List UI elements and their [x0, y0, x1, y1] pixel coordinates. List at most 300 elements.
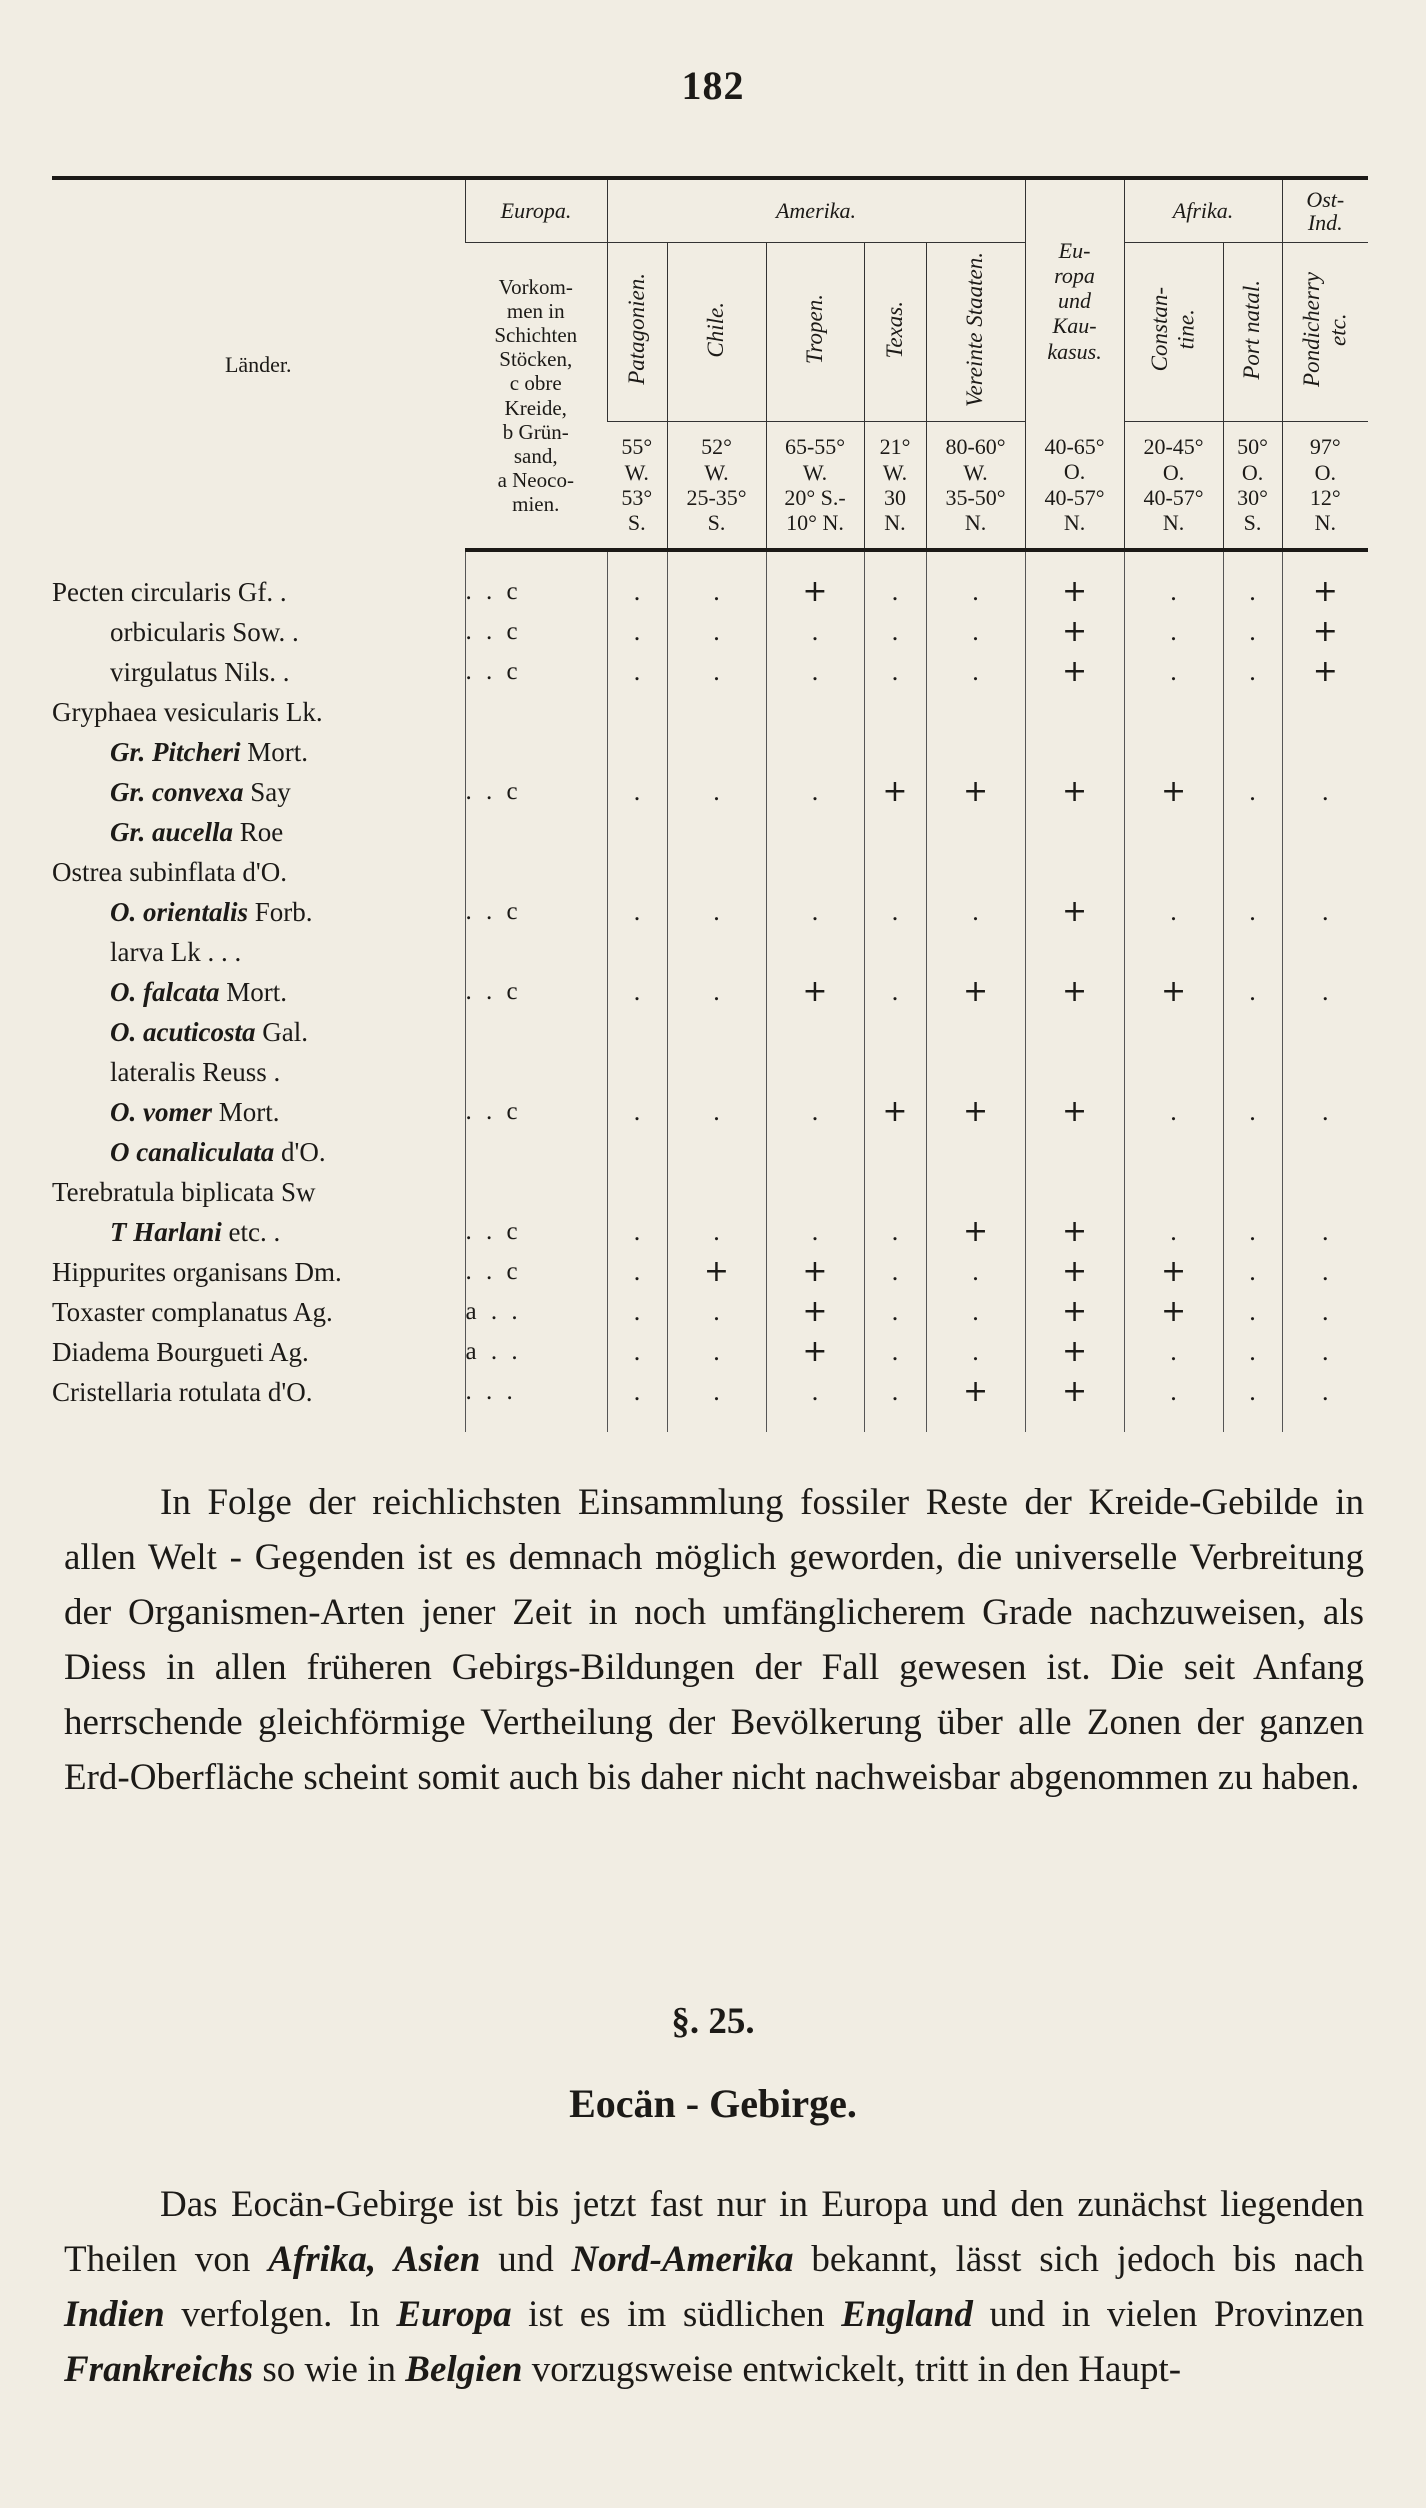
- header-afrika: Afrika.: [1124, 178, 1282, 243]
- fossil-distribution-table: [52, 176, 1368, 1432]
- absence-dot: [766, 812, 864, 852]
- occurrence-cell: [465, 692, 607, 732]
- absence-dot: .: [1282, 1092, 1368, 1132]
- absence-dot: [667, 1012, 766, 1052]
- species-name: Pecten circularis Gf. .: [52, 577, 287, 607]
- presence-mark: +: [864, 1092, 926, 1132]
- presence-mark: +: [926, 972, 1025, 1012]
- presence-mark: +: [1282, 652, 1368, 692]
- table-row: [52, 892, 1368, 932]
- occurrence-cell: [465, 732, 607, 772]
- absence-dot: [667, 852, 766, 892]
- text-run: [376, 2239, 394, 2280]
- paragraph-kreide: [64, 1475, 1364, 1805]
- species-name: Gr. aucella Roe: [110, 817, 284, 847]
- header-vorkommen: Vorkom- men in Schichten Stöcken, c obre Kreide, b Grün- sand, a Neoco- mien.: [465, 243, 607, 551]
- species-name-italic: O. falcata: [110, 977, 220, 1007]
- absence-dot: [926, 852, 1025, 892]
- header-pondicherry: Pondicherry etc.: [1298, 271, 1351, 387]
- absence-dot: .: [667, 772, 766, 812]
- place-belgien: Belgien: [405, 2349, 523, 2390]
- absence-dot: [1223, 1052, 1282, 1092]
- header-tropen: Tropen.: [801, 294, 827, 365]
- text-run: so wie in: [253, 2349, 406, 2390]
- occurrence-cell: . . c: [465, 612, 607, 652]
- table-row: [52, 932, 1368, 972]
- species-name-italic: O canaliculata: [110, 1137, 275, 1167]
- presence-mark: +: [1025, 1212, 1124, 1252]
- absence-dot: .: [1282, 1372, 1368, 1412]
- presence-mark: +: [1282, 572, 1368, 612]
- coord-europa-kaukasus: 40-65° O. 40-57° N.: [1025, 422, 1124, 551]
- absence-dot: .: [607, 1332, 667, 1372]
- absence-dot: [1025, 1052, 1124, 1092]
- species-name: Gryphaea vesicularis Lk.: [52, 697, 323, 727]
- absence-dot: .: [1223, 1092, 1282, 1132]
- presence-mark: +: [1025, 1372, 1124, 1412]
- species-name: O. vomer Mort.: [110, 1097, 280, 1127]
- absence-dot: .: [864, 1332, 926, 1372]
- absence-dot: .: [607, 1292, 667, 1332]
- absence-dot: .: [926, 1252, 1025, 1292]
- presence-mark: +: [926, 1092, 1025, 1132]
- text-run: bekannt, lässt sich jedoch bis nach: [793, 2239, 1364, 2280]
- absence-dot: [607, 732, 667, 772]
- absence-dot: [926, 1012, 1025, 1052]
- presence-mark: +: [1124, 1252, 1223, 1292]
- species-name: virgulatus Nils. .: [110, 657, 290, 687]
- absence-dot: [766, 1132, 864, 1172]
- absence-dot: [1223, 1172, 1282, 1212]
- absence-dot: [667, 732, 766, 772]
- absence-dot: [607, 1132, 667, 1172]
- occurrence-cell: [465, 1012, 607, 1052]
- absence-dot: .: [607, 612, 667, 652]
- coord-chile: 52° W. 25-35° S.: [667, 422, 766, 551]
- absence-dot: .: [1223, 1252, 1282, 1292]
- occurrence-cell: . . c: [465, 1252, 607, 1292]
- species-name: O canaliculata d'O.: [110, 1137, 326, 1167]
- absence-dot: [1124, 732, 1223, 772]
- species-name: lateralis Reuss .: [110, 1057, 281, 1087]
- species-name-italic: O. vomer: [110, 1097, 212, 1127]
- absence-dot: .: [607, 1092, 667, 1132]
- occurrence-cell: . . c: [465, 1212, 607, 1252]
- absence-dot: [864, 1132, 926, 1172]
- species-name: Gr. Pitcheri Mort.: [110, 737, 309, 767]
- absence-dot: .: [1282, 972, 1368, 1012]
- absence-dot: .: [1124, 612, 1223, 652]
- absence-dot: [607, 1012, 667, 1052]
- absence-dot: [1124, 1052, 1223, 1092]
- absence-dot: [864, 732, 926, 772]
- absence-dot: [864, 692, 926, 732]
- absence-dot: .: [864, 612, 926, 652]
- absence-dot: .: [864, 1252, 926, 1292]
- absence-dot: [766, 1012, 864, 1052]
- absence-dot: [1282, 692, 1368, 732]
- absence-dot: [926, 732, 1025, 772]
- absence-dot: .: [607, 1252, 667, 1292]
- table-row: [52, 1332, 1368, 1372]
- absence-dot: [926, 932, 1025, 972]
- absence-dot: .: [766, 892, 864, 932]
- absence-dot: .: [607, 772, 667, 812]
- absence-dot: .: [1223, 612, 1282, 652]
- header-texas: Texas.: [881, 300, 907, 358]
- occurrence-cell: . . c: [465, 772, 607, 812]
- absence-dot: .: [766, 1372, 864, 1412]
- presence-mark: +: [1124, 1292, 1223, 1332]
- table-body: [52, 550, 1368, 1432]
- absence-dot: [766, 932, 864, 972]
- absence-dot: [926, 1172, 1025, 1212]
- absence-dot: [1223, 1132, 1282, 1172]
- occurrence-cell: a . .: [465, 1292, 607, 1332]
- table-row: [52, 1212, 1368, 1252]
- header-constantine: Constan- tine.: [1147, 287, 1199, 372]
- absence-dot: [1124, 812, 1223, 852]
- absence-dot: .: [926, 572, 1025, 612]
- place-england: England: [841, 2294, 973, 2335]
- occurrence-cell: [465, 932, 607, 972]
- absence-dot: [1025, 732, 1124, 772]
- species-name: larva Lk . . .: [110, 937, 242, 967]
- table-row: [52, 1292, 1368, 1332]
- absence-dot: .: [1282, 772, 1368, 812]
- absence-dot: [1025, 932, 1124, 972]
- table-spacer: [52, 1412, 1368, 1432]
- absence-dot: [1124, 852, 1223, 892]
- absence-dot: .: [864, 1292, 926, 1332]
- absence-dot: .: [1223, 1372, 1282, 1412]
- absence-dot: .: [1223, 892, 1282, 932]
- absence-dot: [766, 1172, 864, 1212]
- absence-dot: .: [667, 972, 766, 1012]
- absence-dot: .: [1124, 572, 1223, 612]
- absence-dot: [1282, 932, 1368, 972]
- absence-dot: .: [1223, 1292, 1282, 1332]
- presence-mark: +: [926, 1372, 1025, 1412]
- coord-patagonien: 55° W. 53° S.: [607, 422, 667, 551]
- absence-dot: [667, 1132, 766, 1172]
- absence-dot: .: [1124, 652, 1223, 692]
- coord-texas: 21° W. 30 N.: [864, 422, 926, 551]
- absence-dot: [1282, 852, 1368, 892]
- text-run: und: [480, 2239, 572, 2280]
- presence-mark: +: [766, 1292, 864, 1332]
- header-patagonien: Patagonien.: [623, 273, 649, 386]
- absence-dot: [864, 852, 926, 892]
- table-row: [52, 1252, 1368, 1292]
- absence-dot: .: [766, 1092, 864, 1132]
- place-europa: Europa: [396, 2294, 512, 2335]
- paragraph-kreide-text: In Folge der reichlichsten Einsammlung fossiler Reste der Kreide-Gebilde in allen Welt - Gegenden ist es demnach möglich geworden, die universelle Verbreitung der Organismen-Arten jener Zeit in noch umfänglicherem Grade nachzuweisen, als Diess in allen früheren Gebirgs-Bildungen der Fall gewesen ist. Die seit Anfang herrschende gleichförmige Vertheilung der Bevölkerung über alle Zonen der ganzen Erd-Oberfläche scheint somit auch bis daher nicht nachweisbar abgenommen zu haben.: [64, 1482, 1364, 1798]
- absence-dot: [607, 812, 667, 852]
- species-name: Hippurites organisans Dm.: [52, 1257, 342, 1287]
- presence-mark: +: [1025, 1092, 1124, 1132]
- occurrence-cell: . . .: [465, 1372, 607, 1412]
- presence-mark: +: [1025, 612, 1124, 652]
- presence-mark: +: [766, 572, 864, 612]
- occurrence-cell: . . c: [465, 652, 607, 692]
- absence-dot: [1282, 1172, 1368, 1212]
- species-name: O. acuticosta Gal.: [110, 1017, 308, 1047]
- coord-vereinte-staaten: 80-60° W. 35-50° N.: [926, 422, 1025, 551]
- text-run: verfolgen. In: [164, 2294, 397, 2335]
- table-row: [52, 612, 1368, 652]
- header-chile: Chile.: [703, 301, 729, 358]
- place-nord-amerika: Nord-Amerika: [571, 2239, 794, 2280]
- absence-dot: .: [864, 1372, 926, 1412]
- absence-dot: [607, 1172, 667, 1212]
- presence-mark: +: [1025, 1252, 1124, 1292]
- absence-dot: [1124, 932, 1223, 972]
- absence-dot: [607, 852, 667, 892]
- absence-dot: .: [1282, 1332, 1368, 1372]
- absence-dot: .: [1223, 972, 1282, 1012]
- absence-dot: .: [607, 652, 667, 692]
- absence-dot: .: [667, 1092, 766, 1132]
- absence-dot: [1025, 692, 1124, 732]
- species-name-italic: Gr. convexa: [110, 777, 244, 807]
- text-run: und in vielen Provinzen: [972, 2294, 1364, 2335]
- place-asien: Asien: [393, 2239, 481, 2280]
- absence-dot: .: [1282, 892, 1368, 932]
- occurrence-cell: . . c: [465, 572, 607, 612]
- absence-dot: .: [864, 572, 926, 612]
- table-row: [52, 692, 1368, 732]
- occurrence-cell: . . c: [465, 1092, 607, 1132]
- absence-dot: [926, 1132, 1025, 1172]
- absence-dot: .: [667, 1212, 766, 1252]
- table-row: [52, 852, 1368, 892]
- occurrence-cell: [465, 1052, 607, 1092]
- presence-mark: +: [1124, 972, 1223, 1012]
- species-name: Diadema Bourgueti Ag.: [52, 1337, 309, 1367]
- table-row: [52, 732, 1368, 772]
- header-amerika: Amerika.: [607, 178, 1025, 243]
- presence-mark: +: [667, 1252, 766, 1292]
- presence-mark: +: [926, 772, 1025, 812]
- absence-dot: .: [667, 652, 766, 692]
- species-name-italic: T Harlani: [110, 1217, 222, 1247]
- absence-dot: .: [926, 1292, 1025, 1332]
- absence-dot: [1124, 1012, 1223, 1052]
- absence-dot: .: [1124, 1332, 1223, 1372]
- absence-dot: .: [766, 652, 864, 692]
- absence-dot: .: [1282, 1292, 1368, 1332]
- species-name: O. falcata Mort.: [110, 977, 287, 1007]
- absence-dot: .: [607, 1212, 667, 1252]
- absence-dot: [926, 692, 1025, 732]
- presence-mark: +: [864, 772, 926, 812]
- absence-dot: [864, 1012, 926, 1052]
- header-vereinte-staaten: Vereinte Staaten.: [962, 251, 988, 407]
- absence-dot: [864, 1052, 926, 1092]
- occurrence-cell: [465, 852, 607, 892]
- presence-mark: +: [1282, 612, 1368, 652]
- absence-dot: [766, 732, 864, 772]
- presence-mark: +: [926, 1212, 1025, 1252]
- occurrence-cell: . . c: [465, 972, 607, 1012]
- absence-dot: [667, 1172, 766, 1212]
- absence-dot: .: [607, 972, 667, 1012]
- absence-dot: .: [667, 1332, 766, 1372]
- absence-dot: .: [1223, 1212, 1282, 1252]
- table-row: [52, 772, 1368, 812]
- absence-dot: .: [766, 1212, 864, 1252]
- absence-dot: [766, 1052, 864, 1092]
- table-row: [52, 572, 1368, 612]
- absence-dot: [667, 692, 766, 732]
- absence-dot: .: [926, 892, 1025, 932]
- absence-dot: .: [926, 652, 1025, 692]
- species-name: Gr. convexa Say: [110, 777, 291, 807]
- place-indien: Indien: [64, 2294, 165, 2335]
- table-row: [52, 652, 1368, 692]
- species-name: Toxaster complanatus Ag.: [52, 1297, 333, 1327]
- presence-mark: +: [1025, 772, 1124, 812]
- absence-dot: .: [1124, 1212, 1223, 1252]
- absence-dot: .: [1223, 652, 1282, 692]
- absence-dot: [667, 932, 766, 972]
- species-name-italic: Gr. aucella: [110, 817, 234, 847]
- absence-dot: .: [1282, 1252, 1368, 1292]
- species-name: T Harlani etc. .: [110, 1217, 281, 1247]
- occurrence-cell: [465, 812, 607, 852]
- absence-dot: [1025, 852, 1124, 892]
- absence-dot: .: [667, 1292, 766, 1332]
- absence-dot: .: [864, 972, 926, 1012]
- absence-dot: .: [1282, 1212, 1368, 1252]
- absence-dot: [1124, 1132, 1223, 1172]
- species-name: Terebratula biplicata Sw: [52, 1177, 316, 1207]
- species-name: O. orientalis Forb.: [110, 897, 313, 927]
- absence-dot: [1282, 732, 1368, 772]
- absence-dot: [926, 812, 1025, 852]
- occurrence-cell: [465, 1132, 607, 1172]
- coord-port-natal: 50° O. 30° S.: [1223, 422, 1282, 551]
- absence-dot: [1124, 692, 1223, 732]
- presence-mark: +: [1025, 892, 1124, 932]
- absence-dot: .: [607, 1372, 667, 1412]
- presence-mark: +: [1025, 652, 1124, 692]
- absence-dot: [1223, 812, 1282, 852]
- absence-dot: .: [667, 1372, 766, 1412]
- absence-dot: .: [667, 572, 766, 612]
- absence-dot: [607, 692, 667, 732]
- header-europa: Europa.: [465, 178, 607, 243]
- species-name: orbicularis Sow. .: [110, 617, 299, 647]
- absence-dot: [1223, 932, 1282, 972]
- presence-mark: +: [766, 972, 864, 1012]
- absence-dot: .: [766, 612, 864, 652]
- absence-dot: [926, 1052, 1025, 1092]
- absence-dot: [1025, 812, 1124, 852]
- absence-dot: .: [766, 772, 864, 812]
- absence-dot: .: [1124, 1092, 1223, 1132]
- absence-dot: [1025, 1132, 1124, 1172]
- absence-dot: .: [926, 1332, 1025, 1372]
- occurrence-cell: [465, 1172, 607, 1212]
- header-laender: Länder.: [52, 178, 465, 550]
- presence-mark: +: [766, 1332, 864, 1372]
- absence-dot: .: [607, 572, 667, 612]
- absence-dot: .: [864, 1212, 926, 1252]
- absence-dot: [766, 852, 864, 892]
- text-run: vorzugsweise entwickelt, tritt in den Haupt-: [522, 2349, 1182, 2390]
- absence-dot: [607, 932, 667, 972]
- absence-dot: [1223, 852, 1282, 892]
- absence-dot: .: [926, 612, 1025, 652]
- species-name-italic: O. orientalis: [110, 897, 249, 927]
- presence-mark: +: [1025, 1292, 1124, 1332]
- absence-dot: .: [864, 892, 926, 932]
- absence-dot: .: [1223, 572, 1282, 612]
- absence-dot: [667, 1052, 766, 1092]
- absence-dot: [864, 932, 926, 972]
- absence-dot: [766, 692, 864, 732]
- species-name-italic: O. acuticosta: [110, 1017, 256, 1047]
- absence-dot: [1124, 1172, 1223, 1212]
- header-ostind: Ost- Ind.: [1282, 178, 1368, 243]
- absence-dot: [864, 812, 926, 852]
- absence-dot: .: [607, 892, 667, 932]
- absence-dot: [1223, 1012, 1282, 1052]
- absence-dot: [1282, 1012, 1368, 1052]
- header-port-natal: Port natal.: [1239, 279, 1265, 380]
- text-run: ist es im südlichen: [511, 2294, 842, 2335]
- absence-dot: [1282, 1052, 1368, 1092]
- absence-dot: [667, 812, 766, 852]
- absence-dot: [1282, 812, 1368, 852]
- species-name-italic: Gr. Pitcheri: [110, 737, 241, 767]
- table-row: [52, 1052, 1368, 1092]
- header-europa-kaukasus: Eu- ropa und Kau- kasus.: [1025, 178, 1124, 422]
- table-row: [52, 972, 1368, 1012]
- presence-mark: +: [1025, 972, 1124, 1012]
- table-row: [52, 1372, 1368, 1412]
- absence-dot: .: [1124, 892, 1223, 932]
- place-frankreichs: Frankreichs: [64, 2349, 254, 2390]
- table-row: [52, 1092, 1368, 1132]
- occurrence-cell: a . .: [465, 1332, 607, 1372]
- absence-dot: [864, 1172, 926, 1212]
- absence-dot: [1223, 732, 1282, 772]
- coord-tropen: 65-55° W. 20° S.- 10° N.: [766, 422, 864, 551]
- occurrence-cell: . . c: [465, 892, 607, 932]
- coord-pondicherry: 97° O. 12° N.: [1282, 422, 1368, 551]
- presence-mark: +: [1025, 1332, 1124, 1372]
- paragraph-eocaen-text: [64, 2177, 1364, 2397]
- absence-dot: [1223, 692, 1282, 732]
- text-run: Das Eocän-Gebirge ist bis jetzt fast nur in Europa und den zunächst liegenden Theilen von: [64, 2184, 1364, 2280]
- absence-dot: .: [1223, 772, 1282, 812]
- table-row: [52, 1132, 1368, 1172]
- species-name: Ostrea subinflata d'O.: [52, 857, 288, 887]
- absence-dot: [1025, 1172, 1124, 1212]
- absence-dot: .: [1124, 1372, 1223, 1412]
- absence-dot: [1025, 1012, 1124, 1052]
- place-afrika: Afrika,: [268, 2239, 377, 2280]
- section-number: §. 25.: [671, 2001, 755, 2042]
- absence-dot: .: [1223, 1332, 1282, 1372]
- presence-mark: +: [766, 1252, 864, 1292]
- absence-dot: .: [667, 612, 766, 652]
- absence-dot: .: [864, 652, 926, 692]
- coord-constantine: 20-45° O. 40-57° N.: [1124, 422, 1223, 551]
